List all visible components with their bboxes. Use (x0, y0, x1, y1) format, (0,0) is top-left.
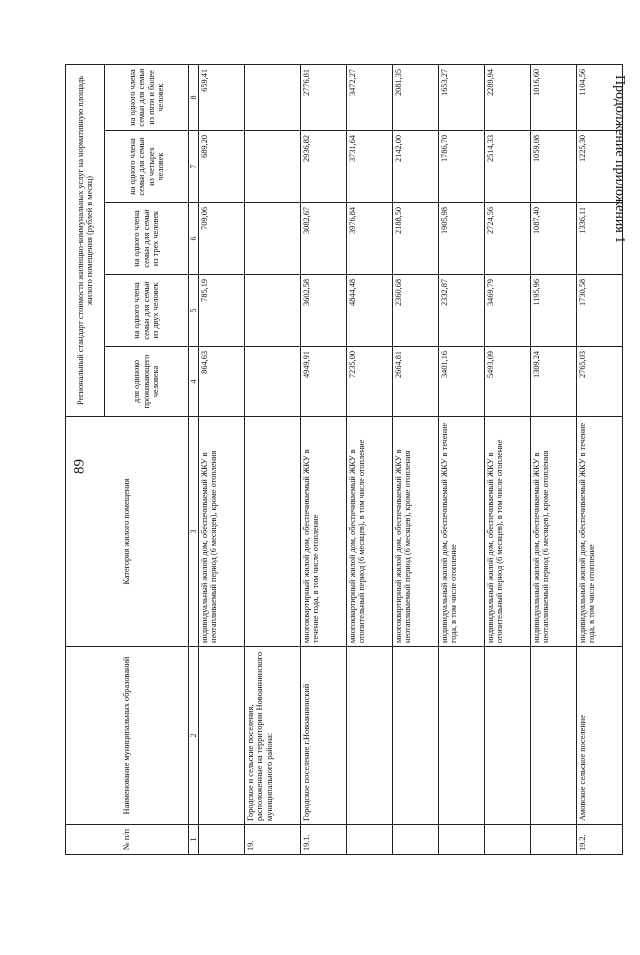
row-category: многоквартирный жилой дом, обеспечиваемый ЖКУ в отопительный период (6 месяцев), в том числе отопление (347, 417, 393, 647)
row-name (347, 647, 393, 825)
rotated-table-container (65, 65, 600, 855)
row-value-5: 659,41 (199, 64, 245, 130)
row-category: индивидуальный жилой дом, обеспечиваемый ЖКУ в неотапливаемый период (6 месяцев), кроме отопления (199, 417, 245, 647)
row-value-2 (245, 275, 301, 347)
row-num (393, 825, 439, 855)
row-name (393, 647, 439, 825)
row-category (245, 417, 301, 647)
table-row (347, 64, 393, 854)
column-index: 1 (189, 825, 199, 855)
row-num: 19.1. (301, 825, 347, 855)
row-value-3: 2188,50 (393, 203, 439, 275)
row-value-3: 1336,11 (577, 203, 623, 275)
column-index: 2 (189, 647, 199, 825)
row-value-5 (245, 64, 301, 130)
row-value-2: 785,19 (199, 275, 245, 347)
row-value-1: 7235,00 (347, 347, 393, 417)
table-body (199, 64, 623, 854)
row-num: 19.2. (577, 825, 623, 855)
row-value-3 (245, 203, 301, 275)
row-value-1: 2664,81 (393, 347, 439, 417)
row-category: многоквартирный жилой дом, обеспечиваемый ЖКУ в неотапливаемый период (6 месяцев), кроме отопления (393, 417, 439, 647)
row-name: Городское поселение г.Новоаннинский (301, 647, 347, 825)
row-name: Городское и сельские поселения, расположенные на территории Новоаннинского муниципального района: (245, 647, 301, 825)
column-index-row (189, 64, 199, 854)
table-row (439, 64, 485, 854)
row-category: индивидуальный жилой дом, обеспечиваемый ЖКУ в течение года, в том числе отопление (577, 417, 623, 647)
row-value-5: 2289,94 (485, 64, 531, 130)
column-index: 7 (189, 131, 199, 203)
header-sub-5: на одного члена семьи для семьи из пяти и более человек (105, 64, 189, 130)
row-value-4: 1059,08 (531, 131, 577, 203)
row-value-4: 1786,70 (439, 131, 485, 203)
table-row (577, 64, 623, 854)
row-value-3: 3082,67 (301, 203, 347, 275)
row-name: Амовское сельское поселение (577, 647, 623, 825)
row-value-2: 2332,87 (439, 275, 485, 347)
row-value-1: 1309,24 (531, 347, 577, 417)
row-num (347, 825, 393, 855)
header-sub-4: на одного члена семьи для семьи из четырех человек (105, 131, 189, 203)
row-value-5: 2776,81 (301, 64, 347, 130)
row-value-4: 2936,82 (301, 131, 347, 203)
row-category: индивидуальный жилой дом, обеспечиваемый ЖКУ в течение года, в том числе отопление (439, 417, 485, 647)
row-value-1: 5493,09 (485, 347, 531, 417)
column-index: 5 (189, 275, 199, 347)
table-row (199, 64, 245, 854)
table-row (301, 64, 347, 854)
column-index: 8 (189, 64, 199, 130)
row-value-3: 3976,84 (347, 203, 393, 275)
row-num (485, 825, 531, 855)
appendix-title: Продолжение приложения 1 (612, 75, 627, 244)
header-sub-1: для одиноко проживающего человека (105, 347, 189, 417)
row-value-1: 3401,16 (439, 347, 485, 417)
row-name (199, 647, 245, 825)
row-value-4: 2142,00 (393, 131, 439, 203)
header-sub-2: на одного члена семьи для семьи из двух человек (105, 275, 189, 347)
row-category: многоквартирный жилой дом, обеспечиваемый ЖКУ в течение года, в том числе отопление (301, 417, 347, 647)
row-value-2: 3469,79 (485, 275, 531, 347)
row-value-3: 1087,40 (531, 203, 577, 275)
row-value-5: 1104,56 (577, 64, 623, 130)
header-name: Наименование муниципальных образований (66, 647, 189, 825)
column-index: 3 (189, 417, 199, 647)
row-category: индивидуальный жилой дом, обеспечиваемый ЖКУ в отопительный период (6 месяцев), в том числе отопление (485, 417, 531, 647)
row-value-4: 2514,33 (485, 131, 531, 203)
header-num: № п/п (66, 825, 189, 855)
row-value-4: 3731,64 (347, 131, 393, 203)
row-value-2: 2360,68 (393, 275, 439, 347)
row-value-2: 3602,58 (301, 275, 347, 347)
row-category: индивидуальный жилой дом, обеспечиваемый ЖКУ в неотапливаемый период (6 месяцев), кроме отопления (531, 417, 577, 647)
row-value-5: 2081,35 (393, 64, 439, 130)
column-index: 4 (189, 347, 199, 417)
row-value-2: 4844,48 (347, 275, 393, 347)
column-index: 6 (189, 203, 199, 275)
row-value-5: 3472,27 (347, 64, 393, 130)
page-number: 89 (71, 459, 88, 474)
table-row (393, 64, 439, 854)
header-standard-group: Региональный стандарт стоимости жилищно-коммунальных услуг на нормативную площадь жилого помещения (рублей в месяц) (66, 64, 105, 416)
table-row (245, 64, 301, 854)
row-name (485, 647, 531, 825)
row-value-2: 1195,96 (531, 275, 577, 347)
row-num: 19. (245, 825, 301, 855)
header-sub-3: на одного члена семьи для семьи из трех человек (105, 203, 189, 275)
row-num (439, 825, 485, 855)
row-value-4: 689,20 (199, 131, 245, 203)
row-value-3: 709,06 (199, 203, 245, 275)
row-value-4: 1225,30 (577, 131, 623, 203)
row-value-1: 864,63 (199, 347, 245, 417)
row-value-4 (245, 131, 301, 203)
table-row (485, 64, 531, 854)
row-num (199, 825, 245, 855)
housing-standard-table (65, 64, 623, 855)
row-value-5: 1653,27 (439, 64, 485, 130)
header-category: Категория жилого помещения (66, 417, 189, 647)
row-value-5: 1016,60 (531, 64, 577, 130)
row-value-3: 1905,98 (439, 203, 485, 275)
row-name (439, 647, 485, 825)
row-value-3: 2724,56 (485, 203, 531, 275)
row-value-1: 2765,03 (577, 347, 623, 417)
row-value-1 (245, 347, 301, 417)
table-row (531, 64, 577, 854)
row-value-2: 1730,58 (577, 275, 623, 347)
row-value-1: 4949,91 (301, 347, 347, 417)
row-name (531, 647, 577, 825)
row-num (531, 825, 577, 855)
